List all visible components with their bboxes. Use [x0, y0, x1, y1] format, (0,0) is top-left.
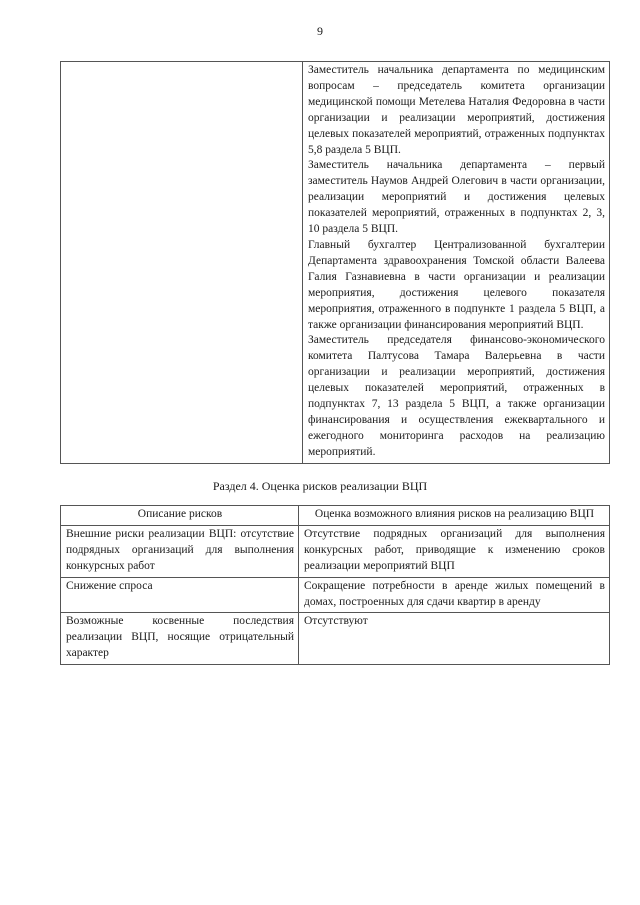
table-cell-empty — [61, 62, 303, 464]
section-title: Раздел 4. Оценка рисков реализации ВЦП — [212, 479, 428, 493]
responsibility-table — [60, 61, 610, 464]
responsibility-paragraph: Заместитель начальника департамента – первый заместитель Наумов Андрей Олегович в части организации, реализации мероприятий и достижения целевых показателей мероприятий, отраженных в подпунктах 2, 3, 10 раздела 5 ВЦП. — [308, 159, 605, 236]
risk-table — [60, 505, 610, 665]
table-row — [61, 525, 610, 577]
risk-description-cell: Снижение спроса — [61, 577, 299, 613]
table-header-row — [61, 506, 610, 526]
responsibility-cell — [303, 62, 610, 464]
page-number: 9 — [317, 24, 323, 38]
risk-impact-cell: Отсутствие подрядных организаций для выполнения конкурсных работ, приводящие к изменению сроков реализации мероприятий ВЦП — [299, 525, 610, 577]
risk-impact-cell: Сокращение потребности в аренде жилых помещений в домах, построенных для сдачи квартир в аренду — [299, 577, 610, 613]
responsibility-paragraph: Главный бухгалтер Централизованной бухгалтерии Департамента здравоохранения Томской области Валеева Галия Газнавиевна в части организации и реализации мероприятия, достижения целевого показателя мероприятия, отраженного в подпункте 1 раздела 5 ВЦП, а также организации финансирования мероприятий ВЦП. — [308, 238, 605, 331]
responsibility-paragraph: Заместитель начальника департамента по медицинским вопросам – председатель комитета организации медицинской помощи Метелева Наталия Федоровна в части организации и реализации мероприятий, достижения целевых показателей мероприятий, отраженных подпунктах 5,8 раздела 5 ВЦП. — [308, 64, 605, 156]
risk-description-cell: Возможные косвенные последствия реализации ВЦП, носящие отрицательный характер — [61, 613, 299, 665]
responsibility-paragraph: Заместитель председателя финансово-экономического комитета Палтусова Тамара Валерьевна в части организации и реализации мероприятий, достижения целевых показателей мероприятий, отраженных в подпунктах 7, 13 раздела 5 ВЦП, а также организации финансирования и осуществления ежеквартального и ежегодного мониторинга расходов на реализацию мероприятий. — [308, 334, 605, 458]
table-row — [61, 62, 610, 464]
column-header: Описание рисков — [61, 506, 299, 526]
column-header: Оценка возможного влияния рисков на реализацию ВЦП — [299, 506, 610, 526]
risk-description-cell: Внешние риски реализации ВЦП: отсутствие подрядных организаций для выполнения конкурсных работ — [61, 525, 299, 577]
risk-impact-cell: Отсутствуют — [299, 613, 610, 665]
table-row — [61, 613, 610, 665]
table-row — [61, 577, 610, 613]
